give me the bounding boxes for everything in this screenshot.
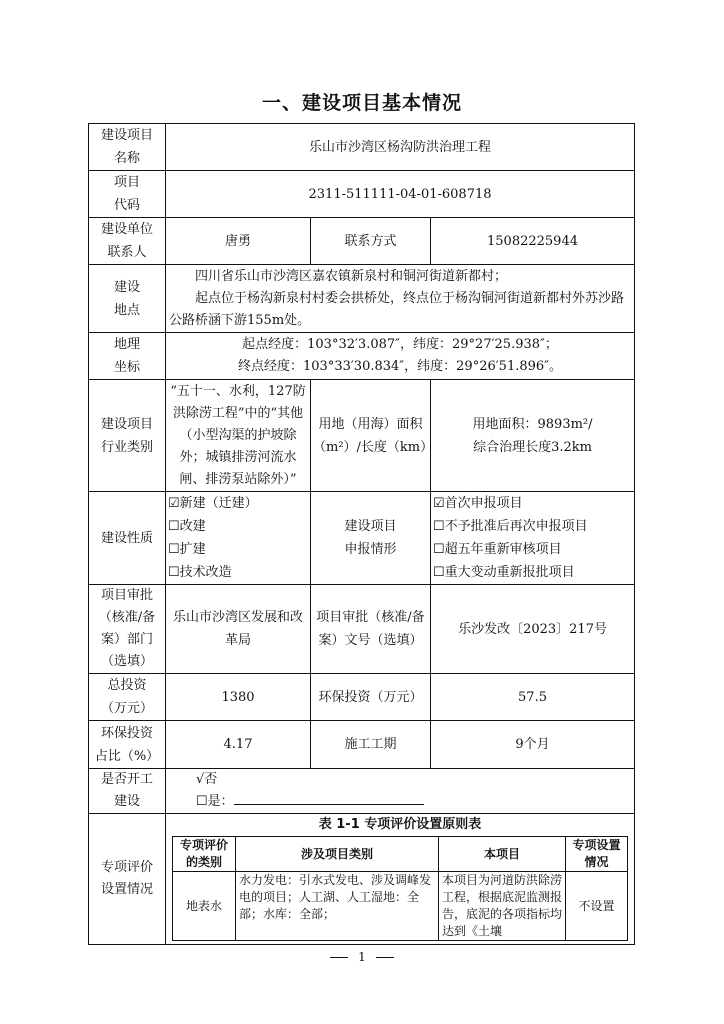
started-no[interactable]: √否 xyxy=(196,772,218,787)
declare-option-major-change[interactable]: ☐重大变动重新报批项目 xyxy=(433,565,575,580)
approval-no-value: 乐沙发改〔2023〕217号 xyxy=(431,585,635,674)
geo-start: 起点经度：103°32′3.087″，纬度：29°27′25.938″； xyxy=(242,337,558,352)
approval-no-label: 项目审批（核准/备案）文号（选填） xyxy=(311,585,431,674)
subtable-caption: 表 1-1 专项评价设置原则表 xyxy=(318,817,482,832)
declare-option-resubmit[interactable]: ☐不予批准后再次申报项目 xyxy=(433,519,588,534)
row-geo xyxy=(89,333,635,380)
subtable-header-involved: 涉及项目类别 xyxy=(236,837,439,872)
land-value: 用地面积：9893m²/ 综合治理长度3.2km xyxy=(431,380,635,492)
started-yes-line xyxy=(196,791,632,813)
approval-dept-value: 乐山市沙湾区发展和改革局 xyxy=(166,585,311,674)
nature-option-rebuild[interactable]: ☐改建 xyxy=(168,519,206,534)
nature-label: 建设性质 xyxy=(89,492,166,585)
geo-label: 地理 坐标 xyxy=(89,333,166,380)
subtable-cell-category: 地表水 xyxy=(173,872,236,941)
section-title: 一、建设项目基本情况 xyxy=(261,92,462,114)
nature-option-tech[interactable]: ☐技术改造 xyxy=(168,565,232,580)
contact-value: 唐勇 xyxy=(166,218,311,265)
env-invest-value: 57.5 xyxy=(431,674,635,721)
started-value xyxy=(166,769,635,814)
industry-value: “五十一、水利，127防洪除涝工程”中的“其他（小型沟渠的护坡除外；城镇排涝河流水闸、排涝泵站除外）” xyxy=(166,380,311,492)
declare-option-five-year[interactable]: ☐超五年重新审核项目 xyxy=(433,542,562,557)
row-nature xyxy=(89,492,635,585)
period-label: 施工工期 xyxy=(311,721,431,769)
row-approval xyxy=(89,585,635,674)
location-label: 建设 地点 xyxy=(89,265,166,333)
started-yes-blank[interactable] xyxy=(234,792,424,805)
row-project-name xyxy=(89,124,635,171)
contact-method-label: 联系方式 xyxy=(311,218,431,265)
page-footer xyxy=(0,950,724,964)
industry-label: 建设项目 行业类别 xyxy=(89,380,166,492)
subtable-row xyxy=(173,872,628,941)
row-started xyxy=(89,769,635,814)
geo-end: 终点经度：103°33′30.834″，纬度：29°26′51.896″。 xyxy=(238,359,563,374)
subtable-header-setting: 专项设置情况 xyxy=(566,837,628,872)
invest-label: 总投资 （万元） xyxy=(89,674,166,721)
subtable-header-row xyxy=(173,837,628,872)
basic-info-table xyxy=(88,123,635,945)
special-cell xyxy=(166,814,635,945)
row-project-code xyxy=(89,171,635,218)
subtable-header-this-project: 本项目 xyxy=(439,837,566,872)
row-industry xyxy=(89,380,635,492)
project-code-value: 2311-511111-04-01-608718 xyxy=(166,171,635,218)
nature-option-new[interactable]: ☑新建（迁建） xyxy=(168,496,258,511)
declare-option-first[interactable]: ☑首次申报项目 xyxy=(433,496,523,511)
approval-dept-label: 项目审批 （核准/备 案）部门 （选填） xyxy=(89,585,166,674)
row-location xyxy=(89,265,635,333)
env-ratio-label: 环保投资 占比（%） xyxy=(89,721,166,769)
location-line-1: 四川省乐山市沙湾区嘉农镇新泉村和铜河街道新都村； xyxy=(195,268,508,284)
period-value: 9个月 xyxy=(431,721,635,769)
invest-value: 1380 xyxy=(166,674,311,721)
subtable-header-category: 专项评价的类别 xyxy=(173,837,236,872)
declare-label: 建设项目 申报情形 xyxy=(311,492,431,585)
started-label: 是否开工 建设 xyxy=(89,769,166,814)
page-number: 1 xyxy=(358,950,366,964)
project-name-value: 乐山市沙湾区杨沟防洪治理工程 xyxy=(166,124,635,171)
declare-options xyxy=(431,492,635,585)
geo-value xyxy=(166,333,635,380)
project-code-label: 项目 代码 xyxy=(89,171,166,218)
env-invest-label: 环保投资（万元） xyxy=(311,674,431,721)
row-contact xyxy=(89,218,635,265)
nature-options xyxy=(166,492,311,585)
nature-option-expand[interactable]: ☐扩建 xyxy=(168,542,206,557)
row-ratio xyxy=(89,721,635,769)
row-investment xyxy=(89,674,635,721)
env-ratio-value: 4.17 xyxy=(166,721,311,769)
subtable-cell-involved: 水力发电：引水式发电、涉及调峰发电的项目；人工湖、人工湿地：全部；水库：全部； xyxy=(236,872,439,941)
started-yes[interactable]: ☐是： xyxy=(196,794,234,809)
subtable-cell-setting: 不设置 xyxy=(566,872,628,941)
land-label: 用地（用海）面积（m²）/长度（km） xyxy=(311,380,431,492)
location-value xyxy=(166,265,635,333)
special-eval-table xyxy=(172,836,628,941)
contact-method-value: 15082225944 xyxy=(431,218,635,265)
row-special xyxy=(89,814,635,945)
contact-label: 建设单位 联系人 xyxy=(89,218,166,265)
project-name-label: 建设项目 名称 xyxy=(89,124,166,171)
subtable-cell-this-project: 本项目为河道防洪除涝工程，根据底泥监测报告，底泥的各项指标均达到《土壤 xyxy=(439,872,566,941)
location-line-2: 起点位于杨沟新泉村村委会拱桥处，终点位于杨沟铜河街道新都村外苏沙路公路桥涵下游155m处。 xyxy=(169,290,625,328)
special-label: 专项评价 设置情况 xyxy=(89,814,166,945)
